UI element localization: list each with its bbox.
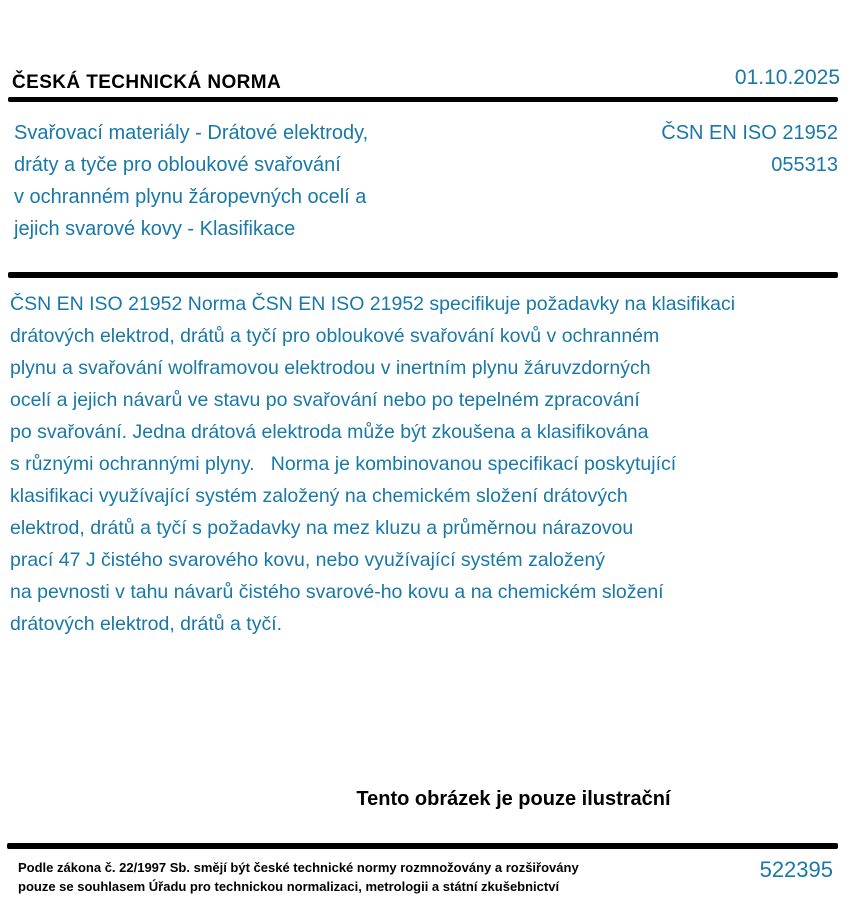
abstract-line: prací 47 J čistého svarového kovu, nebo využívající systém založený	[10, 549, 606, 571]
footer-divider	[7, 843, 838, 849]
header-divider	[8, 97, 838, 102]
standard-abstract	[10, 288, 735, 640]
footer-legal-line: pouze se souhlasem Úřadu pro technickou normalizaci, metrologii a státní zkušebnictví	[18, 879, 560, 894]
standard-identifiers	[661, 117, 838, 181]
abstract-line: na pevnosti v tahu návarů čistého svarové-ho kovu a na chemickém složení	[10, 581, 664, 603]
abstract-line: ČSN EN ISO 21952 Norma ČSN EN ISO 21952 specifikuje požadavky na klasifikaci	[10, 293, 736, 315]
standard-title-line: dráty a tyče pro obloukové svařování	[14, 154, 341, 176]
abstract-line: po svařování. Jedna drátová elektroda může být zkoušena a klasifikována	[10, 421, 649, 443]
page-title: ČESKÁ TECHNICKÁ NORMA	[12, 72, 282, 93]
illustrative-image-caption: Tento obrázek je pouze ilustrační	[356, 788, 671, 810]
abstract-line: s různými ochrannými plyny. Norma je kombinovanou specifikací poskytující	[10, 453, 677, 475]
abstract-line: drátových elektrod, drátů a tyčí.	[10, 613, 283, 635]
standard-title	[14, 117, 368, 245]
footer-legal-notice	[18, 858, 579, 896]
standard-title-line: v ochranném plynu žáropevných ocelí a	[14, 186, 367, 208]
abstract-line: elektrod, drátů a tyčí s požadavky na mez kluzu a průměrnou nárazovou	[10, 517, 634, 539]
abstract-line: klasifikaci využívající systém založený na chemickém složení drátových	[10, 485, 628, 507]
standard-title-line: jejich svarové kovy - Klasifikace	[14, 218, 296, 240]
abstract-line: drátových elektrod, drátů a tyčí pro obloukové svařování kovů v ochranném	[10, 325, 660, 347]
standard-title-line: Svařovací materiály - Drátové elektrody,	[14, 122, 369, 144]
issue-date: 01.10.2025	[734, 66, 840, 89]
abstract-line: plynu a svařování wolframovou elektrodou v inertním plynu žáruvzdorných	[10, 357, 651, 379]
standard-code: ČSN EN ISO 21952	[661, 122, 838, 144]
standard-class-number: 055313	[771, 154, 838, 176]
document-number: 522395	[759, 857, 833, 882]
abstract-line: ocelí a jejich návarů ve stavu po svařování nebo po tepelném zpracování	[10, 389, 640, 411]
title-divider	[8, 272, 838, 278]
footer-legal-line: Podle zákona č. 22/1997 Sb. smějí být české technické normy rozmnožovány a rozšiřovány	[18, 860, 579, 875]
